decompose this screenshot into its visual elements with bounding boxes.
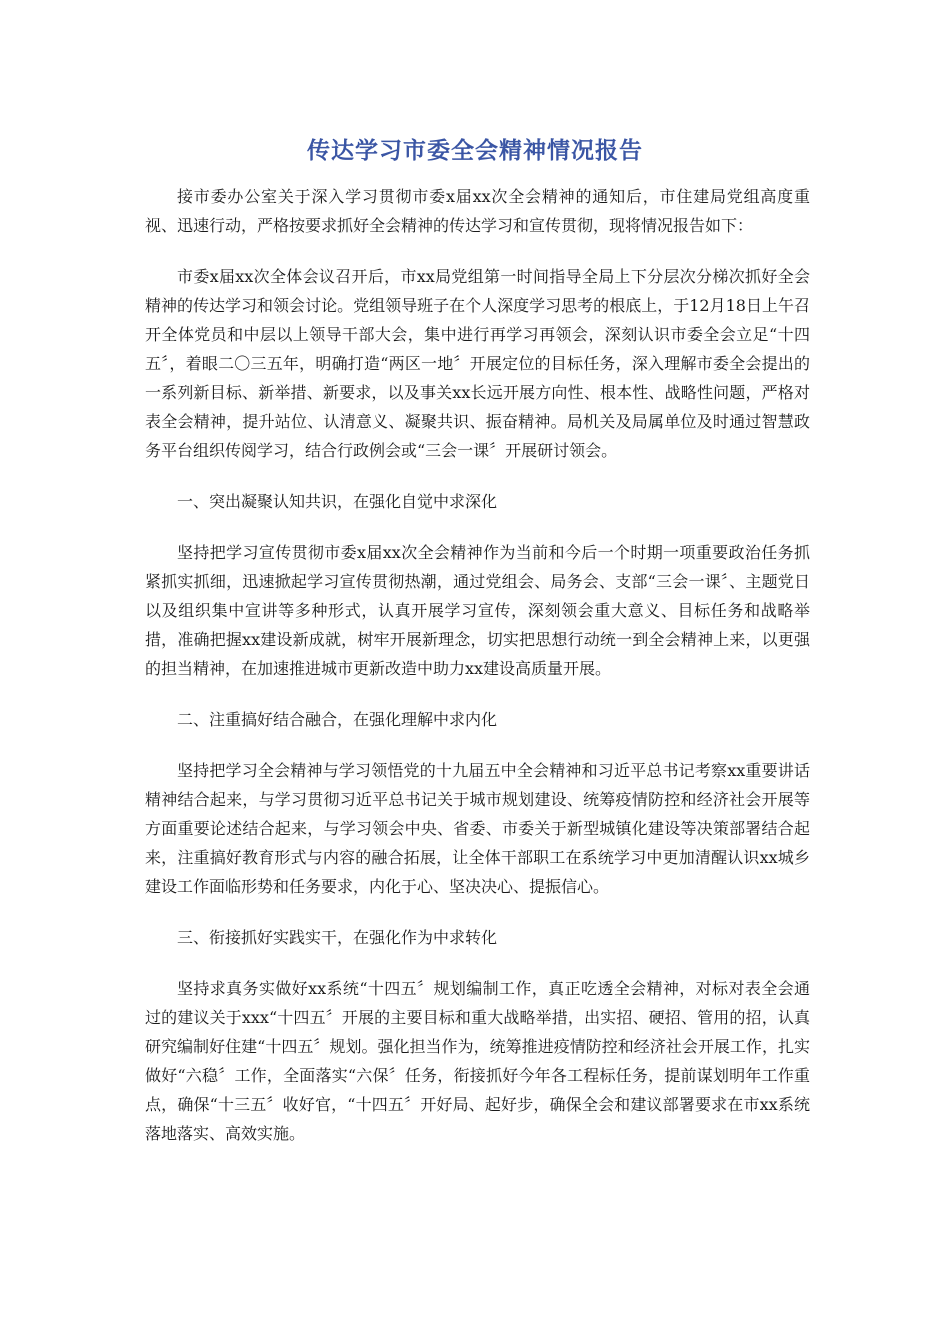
section-1-heading: 一、突出凝聚认知共识，在强化自觉中求深化 bbox=[177, 492, 498, 511]
intro-paragraph: 接市委办公室关于深入学习贯彻市委x届xx次全会精神的通知后，市住建局党组高度重视、迅速行动，严格按要求抓好全会精神的传达学习和宣传贯彻，现将情况报告如下： bbox=[145, 187, 810, 235]
section-3-heading: 三、衔接抓好实践实干，在强化作为中求转化 bbox=[177, 928, 498, 947]
document-title: 传达学习市委全会精神情况报告 bbox=[307, 138, 643, 164]
section-2-heading: 二、注重搞好结合融合，在强化理解中求内化 bbox=[177, 710, 498, 729]
document-body bbox=[145, 182, 810, 1170]
overview-paragraph: 市委x届xx次全体会议召开后，市xx局党组第一时间指导全局上下分层次分梯次抓好全会精神的传达学习和领会讨论。党组领导班子在个人深度学习思考的根底上，于12月18日上午召开全体党员和中层以上领导干部大会，集中进行再学习再领会，深刻认识市委全会立足“十四五〞，着眼二〇三五年，明确打造“两区一地〞开展定位的目标任务，深入理解市委全会提出的一系列新目标、新举措、新要求，以及事关xx长远开展方向性、根本性、战略性问题，严格对表全会精神，提升站位、认清意义、凝聚共识、振奋精神。局机关及局属单位及时通过智慧政务平台组织传阅学习，结合行政例会或“三会一课〞开展研讨领会。 bbox=[145, 267, 810, 460]
section-2-paragraph: 坚持把学习全会精神与学习领悟党的十九届五中全会精神和习近平总书记考察xx重要讲话精神结合起来，与学习贯彻习近平总书记关于城市规划建设、统筹疫情防控和经济社会开展等方面重要论述结合起来，与学习领会中央、省委、市委关于新型城镇化建设等决策部署结合起来，注重搞好教育形式与内容的融合拓展，让全体干部职工在系统学习中更加清醒认识xx城乡建设工作面临形势和任务要求，内化于心、坚决决心、提振信心。 bbox=[145, 761, 810, 896]
section-3-paragraph: 坚持求真务实做好xx系统“十四五〞规划编制工作，真正吃透全会精神，对标对表全会通过的建议关于xxx“十四五〞开展的主要目标和重大战略举措，出实招、硬招、管用的招，认真研究编制好住建“十四五〞规划。强化担当作为，统筹推进疫情防控和经济社会开展工作，扎实做好“六稳〞工作，全面落实“六保〞任务，衔接抓好今年各工程标任务，提前谋划明年工作重点，确保“十三五〞收好官，“十四五〞开好局、起好步，确保全会和建议部署要求在市xx系统落地落实、高效实施。 bbox=[145, 979, 810, 1143]
section-1-paragraph: 坚持把学习宣传贯彻市委x届xx次全会精神作为当前和今后一个时期一项重要政治任务抓紧抓实抓细，迅速掀起学习宣传贯彻热潮，通过党组会、局务会、支部“三会一课〞、主题党日以及组织集中宣讲等多种形式，认真开展学习宣传，深刻领会重大意义、目标任务和战略举措，准确把握xx建设新成就，树牢开展新理念，切实把思想行动统一到全会精神上来，以更强的担当精神，在加速推进城市更新改造中助力xx建设高质量开展。 bbox=[145, 543, 810, 678]
